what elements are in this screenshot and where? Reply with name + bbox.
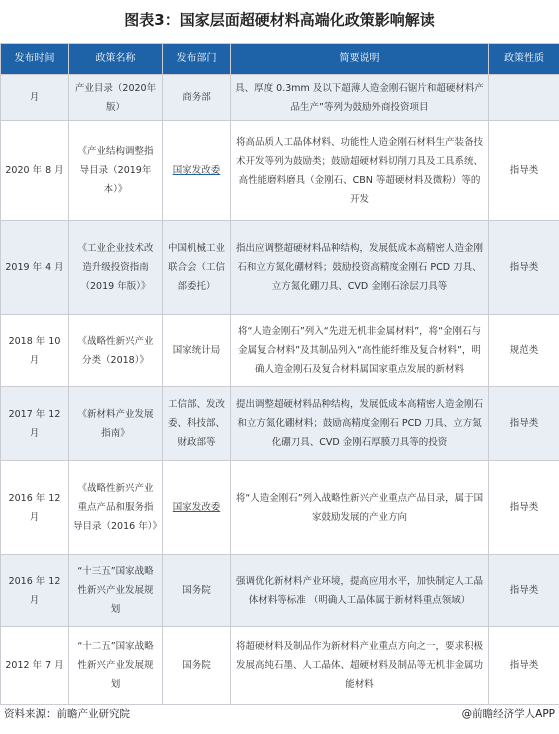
cell-dept: 国家统计局 [163, 315, 231, 387]
cell-dept [163, 121, 231, 221]
cell-date: 2019 年 4 月 [1, 221, 69, 315]
cell-nature [489, 75, 559, 121]
cell-name: 《工业企业技术改造升级投资指南（2019 年版）》 [69, 221, 163, 315]
header-desc: 简要说明 [231, 44, 489, 75]
cell-nature: 指导类 [489, 387, 559, 461]
cell-dept: 中国机械工业联合会（工信部委托） [163, 221, 231, 315]
cell-dept [163, 461, 231, 555]
app-credit: @前瞻经济学人APP [461, 708, 555, 720]
cell-date: 2017 年 12 月 [1, 387, 69, 461]
chart-title: 图表3：国家层面超硬材料高端化政策影响解读 [124, 11, 435, 29]
footer [0, 702, 559, 726]
header-name: 政策名称 [69, 44, 163, 75]
cell-nature: 指导类 [489, 555, 559, 627]
cell-name: 《产业结构调整指导目录（2019年本）》 [69, 121, 163, 221]
cell-nature: 规范类 [489, 315, 559, 387]
cell-date: 2016 年 12 月 [1, 461, 69, 555]
cell-desc: 具、厚度 0.3mm 及以下超薄人造金刚石锯片和超硬材料产品生产”等列为鼓励外商投资项目 [231, 75, 489, 121]
cell-date: 2012 年 7 月 [1, 627, 69, 705]
cell-nature: 指导类 [489, 121, 559, 221]
cell-name: 《新材料产业发展指南》 [69, 387, 163, 461]
table-row [1, 221, 559, 315]
cell-name: “十二五”国家战略性新兴产业发展规划 [69, 627, 163, 705]
cell-desc: 将高品质人工晶体材料、功能性人造金刚石材料生产装备技术开发等列为鼓励类；鼓励超硬材料切削刀具及工具系统、高性能磨料磨具（金刚石、CBN 等超硬材料及微粉）等的开发 [231, 121, 489, 221]
table-row [1, 315, 559, 387]
dept-link: 国家发改委 [172, 165, 221, 176]
cell-dept: 工信部、发改委、科技部、财政部等 [163, 387, 231, 461]
header-date: 发布时间 [1, 44, 69, 75]
cell-dept: 商务部 [163, 75, 231, 121]
cell-name: “十三五”国家战略性新兴产业发展规划 [69, 555, 163, 627]
source-note: 资料来源：前瞻产业研究院 [4, 708, 130, 720]
cell-name: 《战略性新兴产业分类（2018）》 [69, 315, 163, 387]
cell-nature: 指导类 [489, 221, 559, 315]
cell-date: 月 [1, 75, 69, 121]
header-nature: 政策性质 [489, 44, 559, 75]
cell-desc: 提出调整超硬材料品种结构，发展低成本高精密人造金刚石和立方氮化硼材料；鼓励高精度金刚石 PCD 刀具、立方氮化硼刀具、CVD 金刚石厚膜刀具等的投资 [231, 387, 489, 461]
table-row [1, 627, 559, 705]
cell-nature: 指导类 [489, 627, 559, 705]
cell-date: 2020 年 8 月 [1, 121, 69, 221]
cell-dept: 国务院 [163, 555, 231, 627]
dept-link: 国家发改委 [172, 502, 221, 513]
cell-nature: 指导类 [489, 461, 559, 555]
table-row [1, 461, 559, 555]
table-row [1, 555, 559, 627]
table-row [1, 387, 559, 461]
policy-table [0, 43, 559, 705]
table-header-row [1, 44, 559, 75]
header-dept: 发布部门 [163, 44, 231, 75]
cell-name: 产业目录（2020年版） [69, 75, 163, 121]
cell-desc: 指出应调整超硬材料品种结构，发展低成本高精密人造金刚石和立方氮化硼材料；鼓励投资高精度金刚石 PCD 刀具、立方氮化硼刀具、CVD 金刚石涂层刀具等 [231, 221, 489, 315]
cell-date: 2016 年 12 月 [1, 555, 69, 627]
cell-desc: 强调优化新材料产业环境，提高应用水平，加快制定人工晶体材料等标准 （明确人工晶体属于新材料重点领域） [231, 555, 489, 627]
cell-date: 2018 年 10 月 [1, 315, 69, 387]
cell-desc: 将“人造金刚石”列入战略性新兴产业重点产品目录，属于国家鼓励发展的产业方向 [231, 461, 489, 555]
cell-dept: 国务院 [163, 627, 231, 705]
table-row [1, 121, 559, 221]
cell-name: 《战略性新兴产业重点产品和服务指导目录（2016 年）》 [69, 461, 163, 555]
cell-desc: 将超硬材料及制品作为新材料产业重点方向之一，要求积极发展高纯石墨、人工晶体、超硬材料及制品等无机非金属功能材料 [231, 627, 489, 705]
cell-desc: 将“人造金刚石”列入“先进无机非金属材料”，将“金刚石与金属复合材料”及其制品列入“高性能纤维及复合材料”，明确人造金刚石及复合材料属国家重点发展的新材料 [231, 315, 489, 387]
table-row [1, 75, 559, 121]
